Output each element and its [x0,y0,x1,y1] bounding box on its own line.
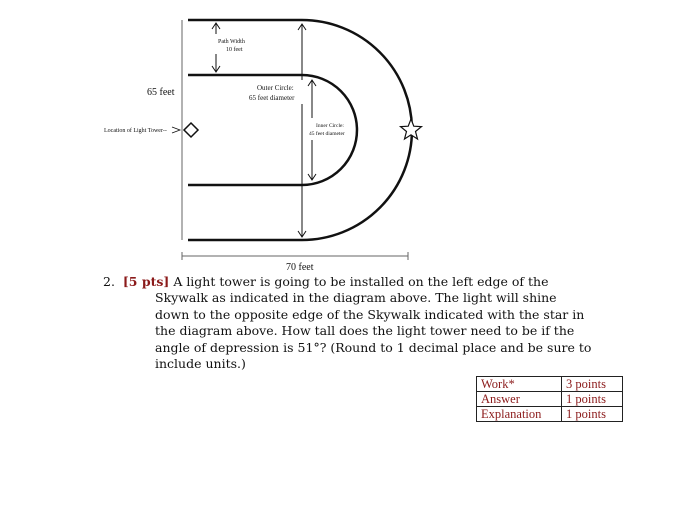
question-block [103,274,593,372]
rubric-row [477,392,623,407]
question-number: 2. [103,274,115,289]
rubric-row [477,407,623,422]
question-paragraph [103,274,593,372]
path-width-label-1: Path Width [218,39,245,45]
inner-circle-label-2: 45 feet diameter [309,131,345,137]
path-width-label-2: 10 feet [226,47,243,53]
rubric-item: Explanation [477,407,562,422]
rubric-points: 1 points [562,392,623,407]
rubric-points: 3 points [562,377,623,392]
rubric-item: Work* [477,377,562,392]
question-text: A light tower is going to be installed on the left edge of the Skywalk as indicated in the diagram above. The light will shine down to the opposite edge of the Skywalk indicated with the star in the diagram above. How tall does the light tower need to be if the angle of depression is 51°? (Round to 1 decimal place and be sure to include units.) [155,274,592,372]
inner-circle-label-1: Inner Circle: [316,123,344,129]
diamond-icon [184,123,198,137]
rubric-points: 1 points [562,407,623,422]
outer-circle-label-1: Outer Circle: [257,84,294,92]
question-points: [5 pts] [122,274,170,289]
rubric-item: Answer [477,392,562,407]
rubric-row [477,377,623,392]
rubric-table [476,376,623,422]
outer-circle-label-2: 65 feet diameter [249,94,295,102]
light-tower-label: Location of Light Tower-- [104,128,167,134]
height-label: 65 feet [147,87,175,98]
width-label: 70 feet [286,262,314,273]
